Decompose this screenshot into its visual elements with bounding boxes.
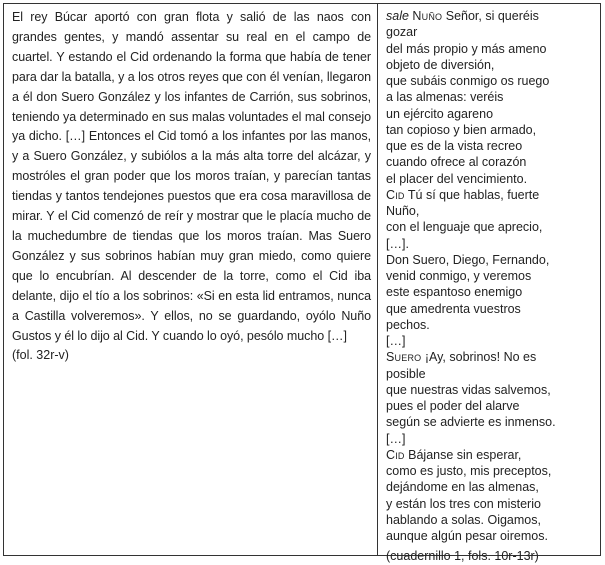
verse-line: el placer del vencimiento.	[386, 171, 528, 186]
verse-line: tan copioso y bien armado,	[386, 122, 537, 137]
verse-line: aunque algún pesar oiremos.	[386, 529, 548, 543]
verse-line: que amedrenta vuestros	[386, 301, 521, 316]
verse-line: gozar	[386, 25, 418, 40]
verse-line: cuando ofrece al corazón	[386, 155, 527, 170]
speaker-label: Suero	[386, 350, 422, 365]
verse-line: como es justo, mis preceptos,	[386, 464, 552, 478]
stage-direction: sale	[386, 9, 409, 23]
verse-citation: (cuadernillo 1, fols. 10r-13r)	[386, 549, 539, 564]
verse-line: dejándome en las almenas,	[386, 480, 539, 495]
verse-line: Cid Tú sí que hablas, fuerte	[386, 187, 540, 202]
verse-line: este espantoso enemigo	[386, 285, 523, 300]
speaker-label: Nuño	[412, 9, 443, 23]
comparison-table	[3, 3, 601, 564]
verse-line: del más propio y más ameno	[386, 41, 547, 56]
verse-line: según se advierte es inmenso.	[386, 415, 556, 430]
prose-column	[4, 4, 378, 555]
verse-line: que nuestras vidas salvemos,	[386, 382, 551, 397]
verse-line: Nuño,	[386, 204, 420, 218]
chronicle-prose: El rey Búcar aportó con gran flota y salió de las naos con grandes gentes, y mandó assentar su real en el campo de cuartel. Y estando el Cid ordenando la forma que había de tener para dar la batalla, y a los otros reyes que con él venían, llegaron a él don Suero González y los infantes de Carrión, sus sobrinos, teniendo ya determinado en sus malas voluntades el mal consejo ya dicho. […] Entonces el Cid tomó a los infantes por las manos, y a Suero González, y subiólos a la más alta torre del alcázar, y mostróles el gran poder que los moros traían, y parecían tantas tiendas y tantos tendejones puestos que era cosa maravillosa de mirar. Y el Cid comenzó de reír y mostrar que le placía mucho de la muchedumbre de tiendas que los moros traían. Mas Suero González y sus sobrinos habían muy gran miedo, como quiere que lo encubrían. Al descender de la torre, como el Cid iba delante, dijo el tío a los sobrinos: «Si en esta lid entramos, nunca a Castilla volveremos». Y ellos, no se guardando, oyólo Nuño Gustos y él lo dijo al Cid. Y cuando lo oyó, pesólo mucho […]	[12, 10, 371, 343]
verse-line: pechos.	[386, 317, 430, 332]
verse-line: Cid Bájanse sin esperar,	[386, 447, 522, 462]
verse-line: que subáis conmigo os ruego	[386, 74, 550, 88]
verse-line: Don Suero, Diego, Fernando,	[386, 252, 550, 267]
verse-line: […]	[386, 431, 406, 446]
verse-text	[386, 8, 596, 544]
verse-line: que es de la vista recreo	[386, 139, 523, 153]
prose-citation: (fol. 32r-v)	[12, 348, 69, 363]
verse-line: objeto de diversión,	[386, 57, 495, 72]
verse-line: a las almenas: veréis	[386, 90, 504, 105]
verse-line: […].	[386, 236, 409, 251]
verse-column	[378, 4, 600, 564]
speaker-label: Cid	[386, 187, 405, 202]
verse-line: sale Nuño Señor, si queréis	[386, 9, 539, 23]
verse-line: venid conmigo, y veremos	[386, 269, 532, 283]
verse-line: posible	[386, 366, 426, 381]
verse-line: Suero ¡Ay, sobrinos! No es	[386, 350, 537, 365]
verse-line: hablando a solas. Oigamos,	[386, 512, 541, 527]
verse-line: pues el poder del alarve	[386, 399, 520, 413]
verse-line: un ejército agareno	[386, 106, 494, 121]
verse-line: […]	[386, 334, 406, 348]
verse-line: con el lenguaje que aprecio,	[386, 220, 543, 235]
verse-line: y están los tres con misterio	[386, 496, 541, 511]
speaker-label: Cid	[386, 447, 405, 462]
